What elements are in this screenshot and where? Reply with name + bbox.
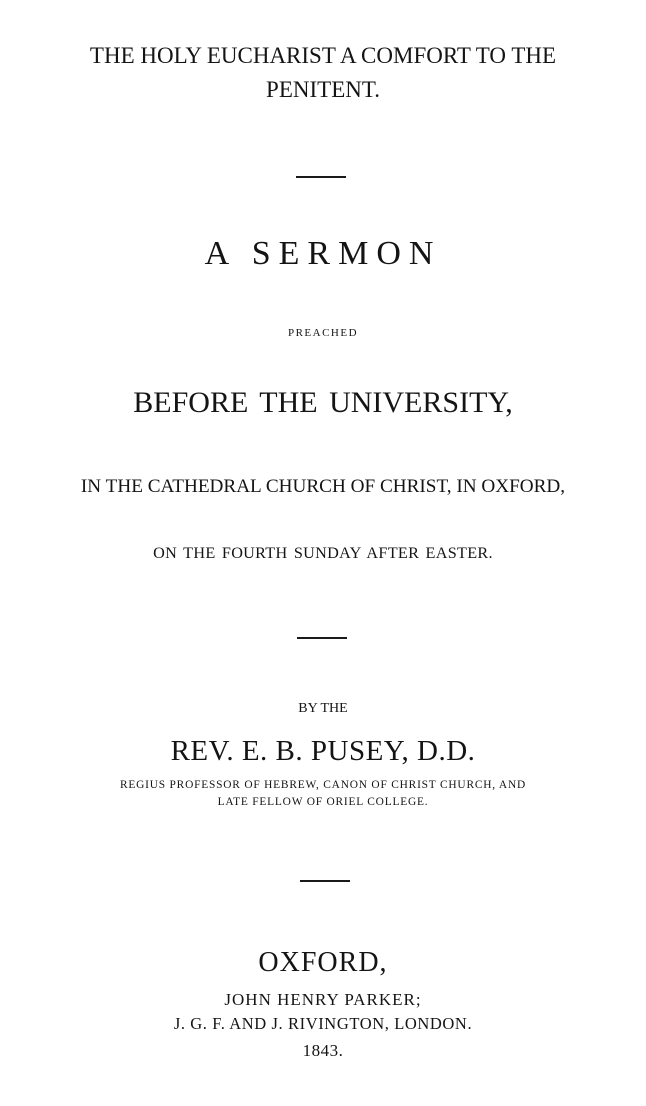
before-university: BEFORE THE UNIVERSITY, — [133, 386, 513, 419]
sermon-heading: A SERMON — [204, 235, 442, 272]
occasion-line: ON THE FOURTH SUNDAY AFTER EASTER. — [153, 544, 493, 562]
imprint-publisher: JOHN HENRY PARKER; — [224, 990, 422, 1009]
divider-rule-2 — [297, 637, 347, 639]
location-line: IN THE CATHEDRAL CHURCH OF CHRIST, IN OXFORD, — [80, 476, 566, 497]
by-the-label: BY THE — [298, 701, 348, 716]
imprint-year: 1843. — [302, 1041, 344, 1060]
author-name: REV. E. B. PUSEY, D.D. — [170, 735, 476, 767]
imprint-copublisher: J. G. F. AND J. RIVINGTON, LONDON. — [173, 1014, 473, 1033]
title-line-1: THE HOLY EUCHARIST A COMFORT TO THE — [89, 43, 557, 68]
title-line-2: PENITENT. — [266, 77, 380, 102]
preached-label: PREACHED — [287, 327, 359, 339]
divider-rule-3 — [300, 880, 350, 882]
credentials-line-1: REGIUS PROFESSOR OF HEBREW, CANON OF CHRIST CHURCH, AND — [119, 779, 527, 791]
credentials-line-2: LATE FELLOW OF ORIEL COLLEGE. — [217, 796, 429, 808]
imprint-city: OXFORD, — [258, 947, 388, 978]
divider-rule-1 — [296, 176, 346, 178]
